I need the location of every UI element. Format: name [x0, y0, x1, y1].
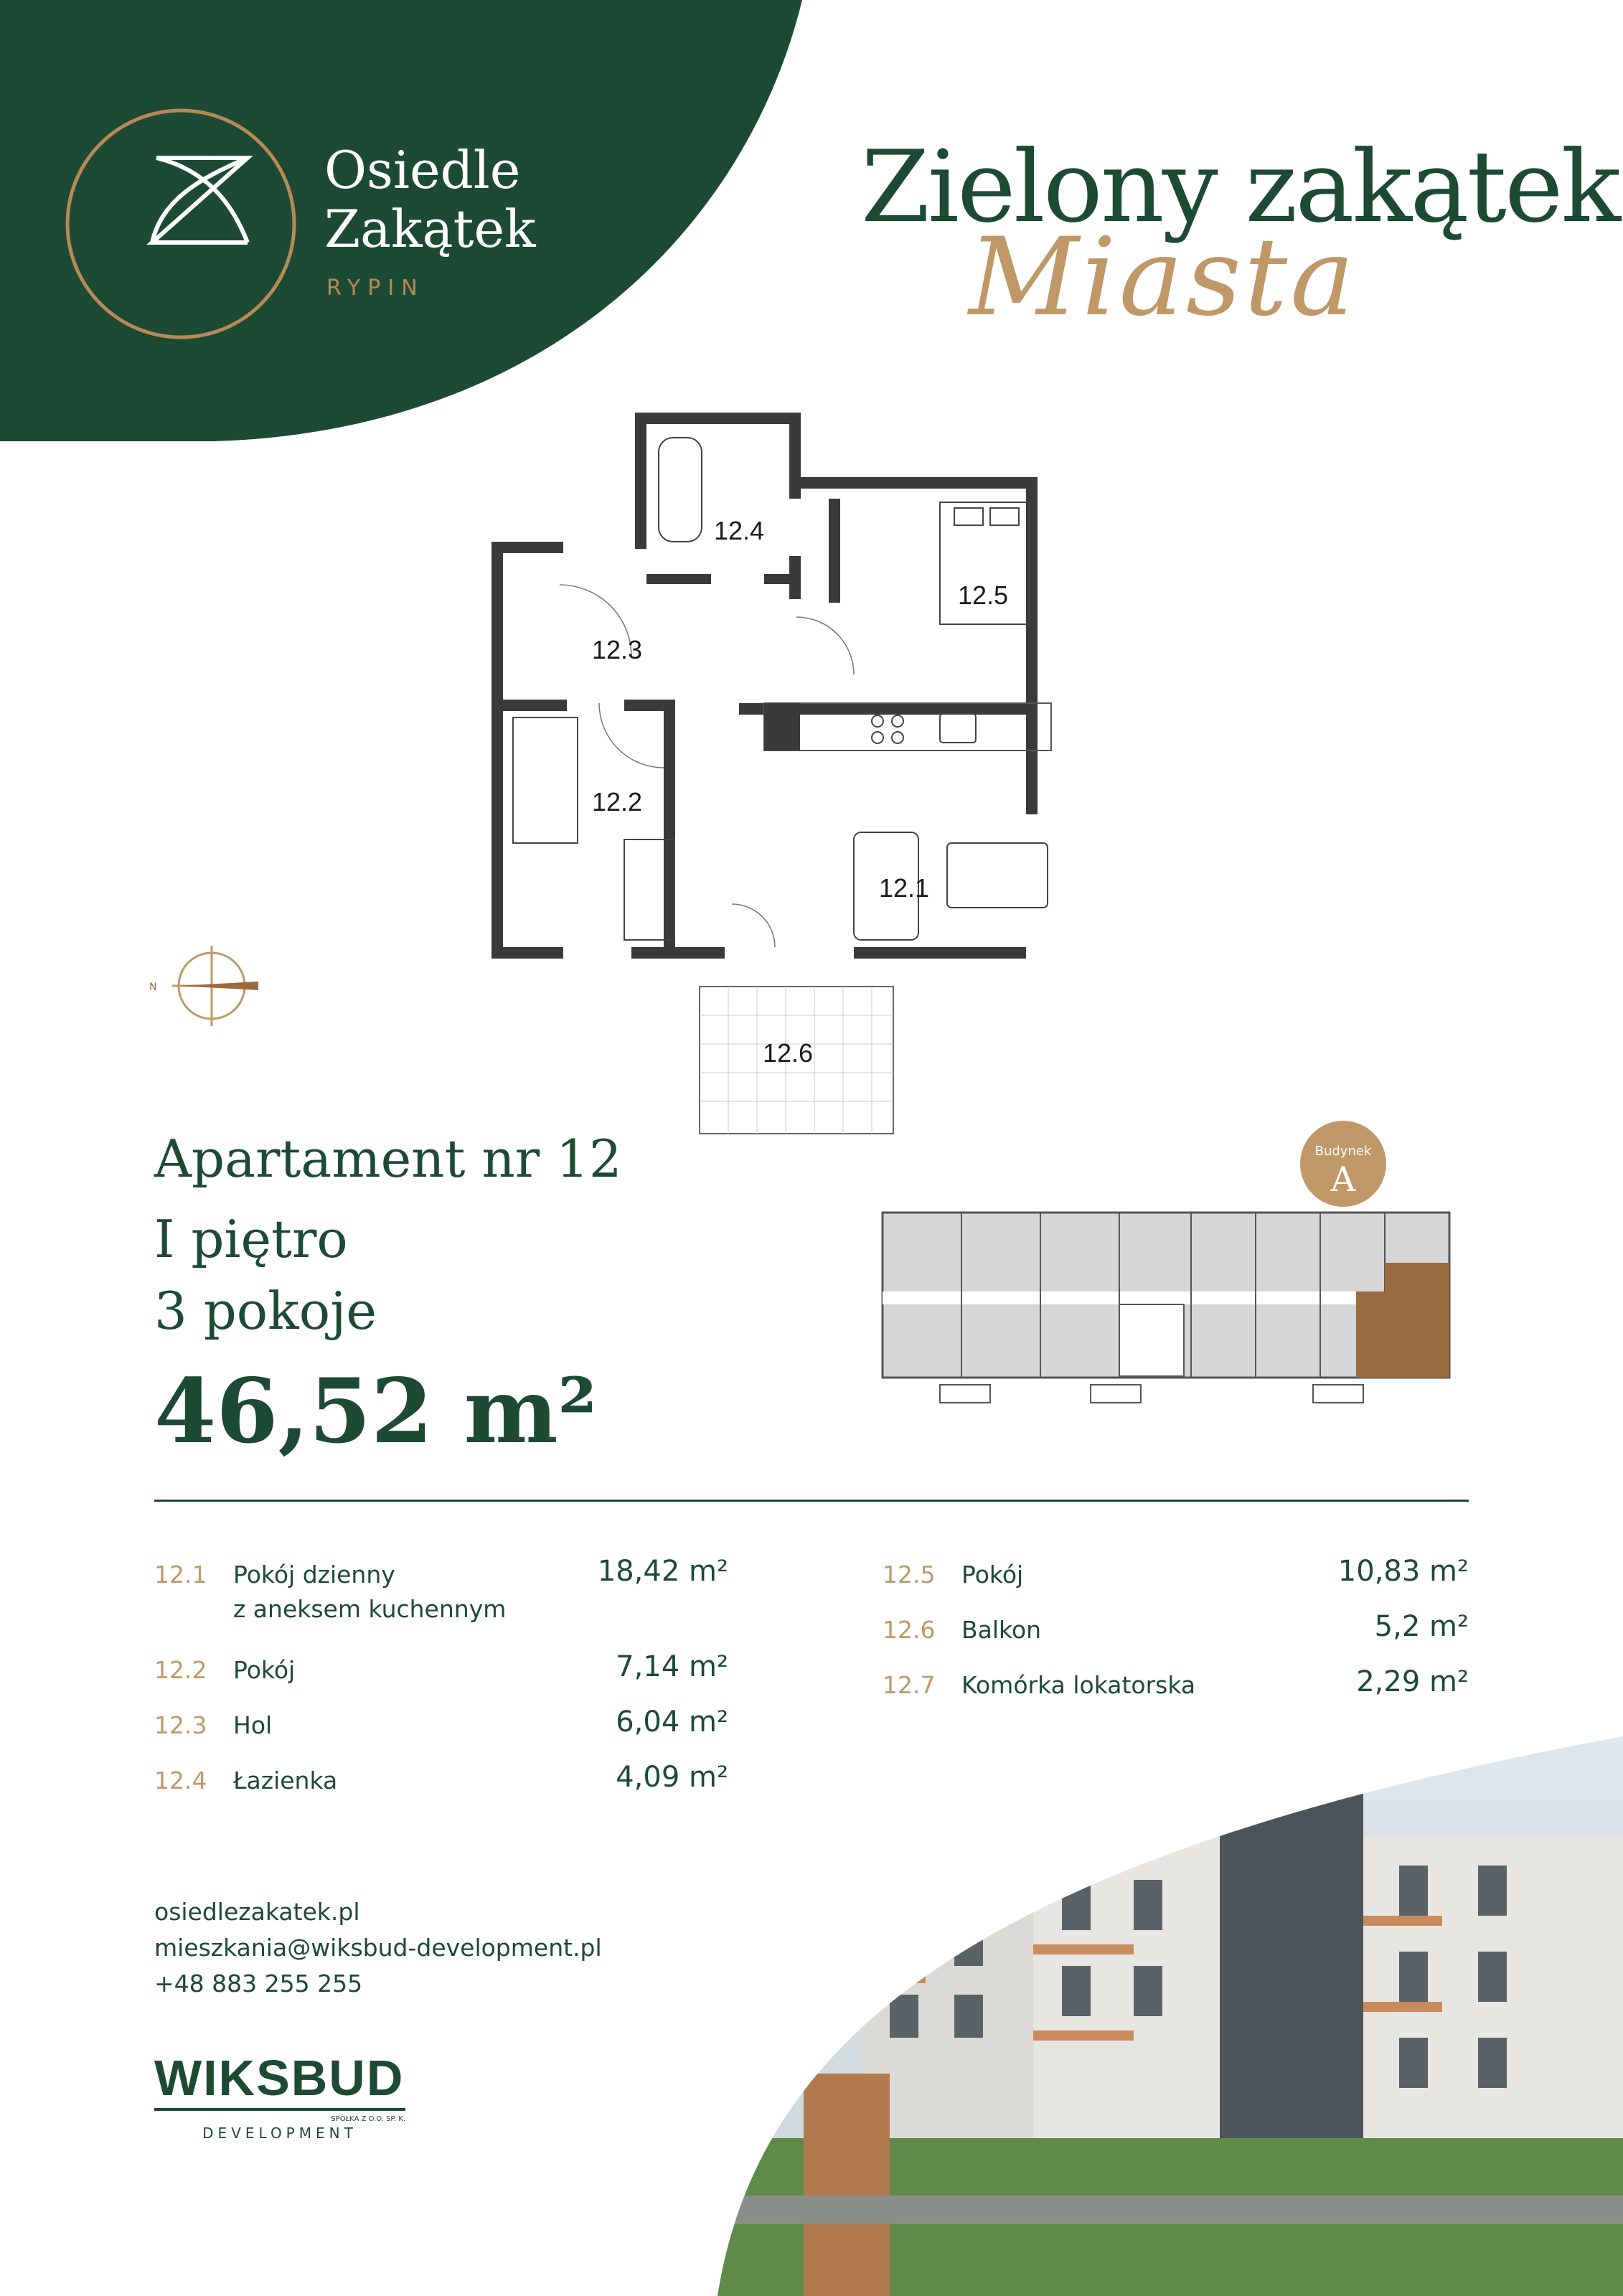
room-name: Komórka lokatorska: [961, 1671, 1196, 1699]
divider: [154, 1500, 1469, 1502]
building-badge-letter: A: [1330, 1159, 1356, 1200]
developer-subtext: SPÓŁKA Z O.O. SP. K.: [331, 2115, 405, 2123]
room-num: 12.5: [883, 1561, 936, 1589]
apartment-rooms: 3 pokoje: [154, 1281, 377, 1341]
developer-logo: [154, 2045, 413, 2145]
room-label-12-2: 12.2: [591, 787, 643, 817]
building-render-image: [718, 1736, 1623, 2296]
room-label-12-3: 12.3: [591, 635, 643, 664]
room-num: 12.2: [154, 1656, 207, 1684]
room-area: 18,42 m²: [597, 1555, 728, 1588]
phone-link[interactable]: +48 883 255 255: [154, 1970, 363, 1998]
floor-plan: [481, 402, 1141, 1141]
developer-logo-text: WIKSBUD: [154, 2050, 405, 2106]
room-name: Balkon: [961, 1616, 1042, 1644]
brand-name-line2: Zakątek: [324, 199, 536, 259]
developer-tag: DEVELOPMENT: [202, 2125, 357, 2142]
building-plan: [854, 1119, 1471, 1428]
room-label-12-5: 12.5: [957, 580, 1009, 610]
room-name: Hol: [233, 1711, 273, 1739]
room-label-12-1: 12.1: [878, 873, 930, 903]
room-num: 12.4: [154, 1766, 207, 1794]
compass-icon: [144, 946, 273, 1032]
building-badge-label: Budynek: [1314, 1144, 1372, 1159]
room-area: 2,29 m²: [1356, 1665, 1469, 1698]
room-area: 10,83 m²: [1337, 1555, 1469, 1588]
room-label-12-6: 12.6: [762, 1038, 814, 1068]
room-area: 7,14 m²: [616, 1650, 728, 1683]
room-name: Pokój: [961, 1561, 1024, 1589]
room-label-12-4: 12.4: [713, 516, 765, 545]
room-name-extra: z aneksem kuchennym: [233, 1595, 507, 1623]
room-num: 12.6: [883, 1616, 936, 1644]
brand-city: RYPIN: [326, 276, 425, 301]
apartment-name: Apartament nr 12: [154, 1129, 622, 1189]
apartment-floor: I piętro: [154, 1209, 348, 1269]
website-link[interactable]: osiedlezakatek.pl: [154, 1898, 360, 1926]
room-name: Pokój: [233, 1656, 296, 1684]
room-area: 6,04 m²: [616, 1705, 728, 1739]
room-num: 12.3: [154, 1711, 207, 1739]
room-area: 5,2 m²: [1374, 1610, 1469, 1643]
room-name: Łazienka: [233, 1766, 338, 1794]
brand-name-line1: Osiedle: [324, 140, 521, 200]
tagline-main: Zielony zakątek: [861, 129, 1619, 245]
apartment-area: 46,52 m²: [154, 1360, 597, 1464]
email-link[interactable]: mieszkania@wiksbud-development.pl: [154, 1934, 602, 1962]
room-area: 4,09 m²: [616, 1761, 728, 1794]
room-num: 12.1: [154, 1561, 207, 1589]
room-num: 12.7: [883, 1671, 936, 1699]
room-name: Pokój dzienny: [233, 1561, 395, 1589]
compass-letter: N: [149, 982, 157, 993]
tagline-script: Miasta: [969, 215, 1358, 340]
